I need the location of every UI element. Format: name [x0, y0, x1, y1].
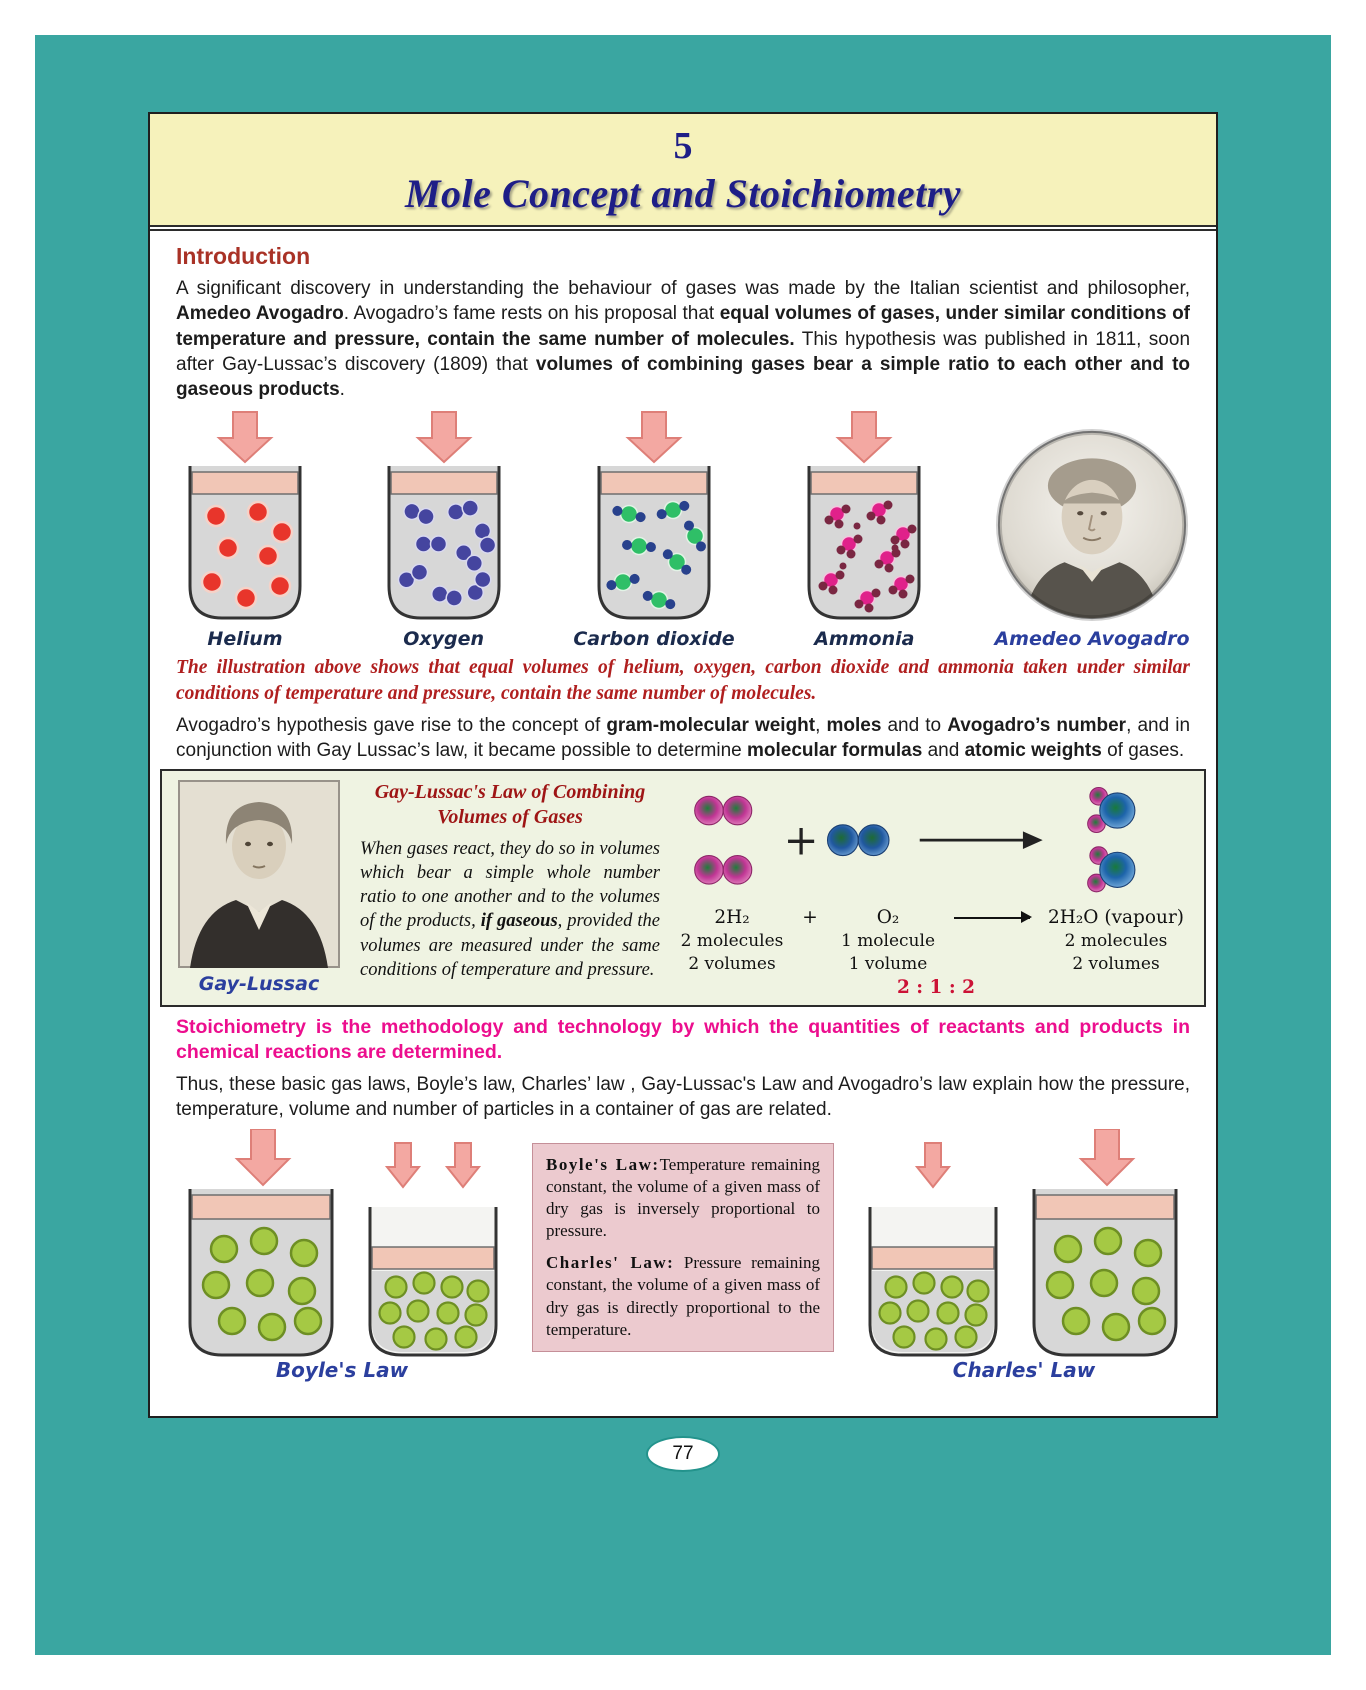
- stoichiometry-definition: Stoichiometry is the methodology and technology by which the quantities of reactants and products in chemical reactions are determined.: [176, 1015, 1190, 1063]
- molecule-count: 2 molecules: [1064, 930, 1168, 951]
- avogadro-hypothesis-paragraph: Avogadro’s hypothesis gave rise to the concept of gram-molecular weight, moles and to Avogadro’s number, and in conjunction with Gay Lussac’s law, it became possible to determine molecular formulas and atomic weights of gases.: [176, 714, 1191, 762]
- down-arrow-icon: [838, 412, 890, 462]
- figure-caption: The illustration above shows that equal volumes of helium, oxygen, carbon dioxide and ammonia taken under similar conditions of temperature and pressure, contain the same number of molecules.: [176, 657, 1190, 705]
- section-heading: Introduction: [176, 243, 311, 269]
- boyle-compressed-beaker: [358, 1129, 508, 1357]
- gas-label: Helium: [207, 628, 283, 651]
- gay-lussac-portrait-column: [174, 780, 344, 997]
- equation-term: 2H₂: [714, 906, 750, 928]
- volume-ratio: 2 : 1 : 2: [896, 976, 976, 998]
- plus-sign: +: [783, 815, 819, 865]
- chapter-header: [150, 114, 1216, 227]
- gas-label: Ammonia: [814, 628, 915, 651]
- content-box: [148, 112, 1218, 1418]
- reaction-column: [676, 780, 1192, 997]
- down-arrow-icon: [628, 412, 680, 462]
- page-body: [150, 231, 1216, 1382]
- intro-paragraph: A significant discovery in understanding the behaviour of gases was made by the Italian scientist and philosopher, Amedeo Avogadro. Avogadro’s fame rests on his proposal that equal volumes of gases, under similar conditions of temperature and pressure, contain the same number of molecules. This hypothesis was published in 1811, soon after Gay-Lussac’s discovery (1809) that volumes of combining gases bear a simple ratio to each other and to gaseous products.: [176, 278, 1191, 401]
- page-number-badge: [646, 1436, 720, 1472]
- gas-laws-paragraph: Thus, these basic gas laws, Boyle’s law, Charles’ law , Gay-Lussac's Law and Avogadro’s law explain how the pressure, temperature, volume and number of particles in a container of gas are related.: [176, 1074, 1190, 1121]
- equal-volumes-figure: [176, 410, 1190, 650]
- oxygen-beaker-figure: [375, 410, 513, 650]
- gay-lussac-text-column: [360, 780, 660, 997]
- charles-law-figure: [858, 1129, 1190, 1382]
- helium-beaker-illustration: [176, 410, 314, 622]
- water-formation-diagram: [676, 782, 1192, 896]
- gas-label: Carbon dioxide: [573, 628, 735, 651]
- gas-laws-infobox: [532, 1143, 834, 1352]
- charles-expanded-beaker: [1020, 1129, 1190, 1357]
- gay-lussac-law-box: [160, 769, 1206, 1006]
- equation-table: [676, 907, 1192, 998]
- ammonia-beaker-figure: [795, 410, 933, 650]
- molecule-count: 2 molecules: [680, 930, 784, 951]
- down-arrow-icon: [917, 1143, 949, 1187]
- volume-count: 2 volumes: [1072, 953, 1160, 974]
- boyle-expanded-beaker: [176, 1129, 346, 1357]
- down-arrow-icon: [418, 412, 470, 462]
- carbon-dioxide-beaker-figure: [573, 410, 734, 650]
- down-arrow-icon: [1081, 1129, 1133, 1185]
- portrait-label: Gay-Lussac: [198, 973, 320, 996]
- boyle-law-definition: Boyle's Law:Temperature remaining constant, the volume of a given mass of dry gas is inversely proportional to pressure.: [546, 1154, 820, 1241]
- equation-term: 2H₂O (vapour): [1047, 906, 1185, 928]
- charles-law-definition: Charles' Law: Pressure remaining constant, the volume of a given mass of dry gas is directly proportional to the temperature.: [546, 1253, 820, 1339]
- oxygen-beaker-illustration: [375, 410, 513, 622]
- gas-label: Oxygen: [403, 628, 485, 651]
- charles-compressed-beaker: [858, 1129, 1008, 1357]
- gas-laws-figure: [176, 1129, 1190, 1382]
- page-number: 77: [672, 1443, 694, 1464]
- chapter-number: 5: [673, 125, 693, 167]
- avogadro-portrait: [994, 427, 1190, 623]
- down-arrow-icon: [387, 1143, 479, 1187]
- plus-sign: +: [802, 906, 818, 928]
- charles-law-caption: Charles' Law: [952, 1357, 1096, 1382]
- gay-lussac-portrait: [178, 780, 340, 968]
- chapter-title: Mole Concept and Stoichiometry: [404, 171, 962, 216]
- volume-count: 1 volume: [848, 953, 928, 974]
- portrait-label: Amedeo Avogadro: [994, 628, 1190, 651]
- gay-lussac-law-text: When gases react, they do so in volumes which bear a simple whole number ratio to one another and to the volumes of the products, if gaseous, provided the volumes are measured under the same conditions of temperature and pressure.: [360, 839, 660, 980]
- gay-lussac-law-title: Gay-Lussac's Law of Combining Volumes of Gases: [374, 781, 646, 829]
- boyle-law-figure: [176, 1129, 508, 1382]
- equation-term: O₂: [876, 906, 900, 928]
- volume-count: 2 volumes: [688, 953, 776, 974]
- helium-beaker-figure: [176, 410, 314, 650]
- carbon-dioxide-beaker-illustration: [585, 410, 723, 622]
- down-arrow-icon: [219, 412, 271, 462]
- avogadro-portrait-figure: [994, 427, 1190, 650]
- ammonia-beaker-illustration: [795, 410, 933, 622]
- reaction-arrow: [954, 917, 1030, 919]
- down-arrow-icon: [237, 1129, 289, 1185]
- boyle-law-caption: Boyle's Law: [275, 1357, 409, 1382]
- molecule-count: 1 molecule: [840, 930, 936, 951]
